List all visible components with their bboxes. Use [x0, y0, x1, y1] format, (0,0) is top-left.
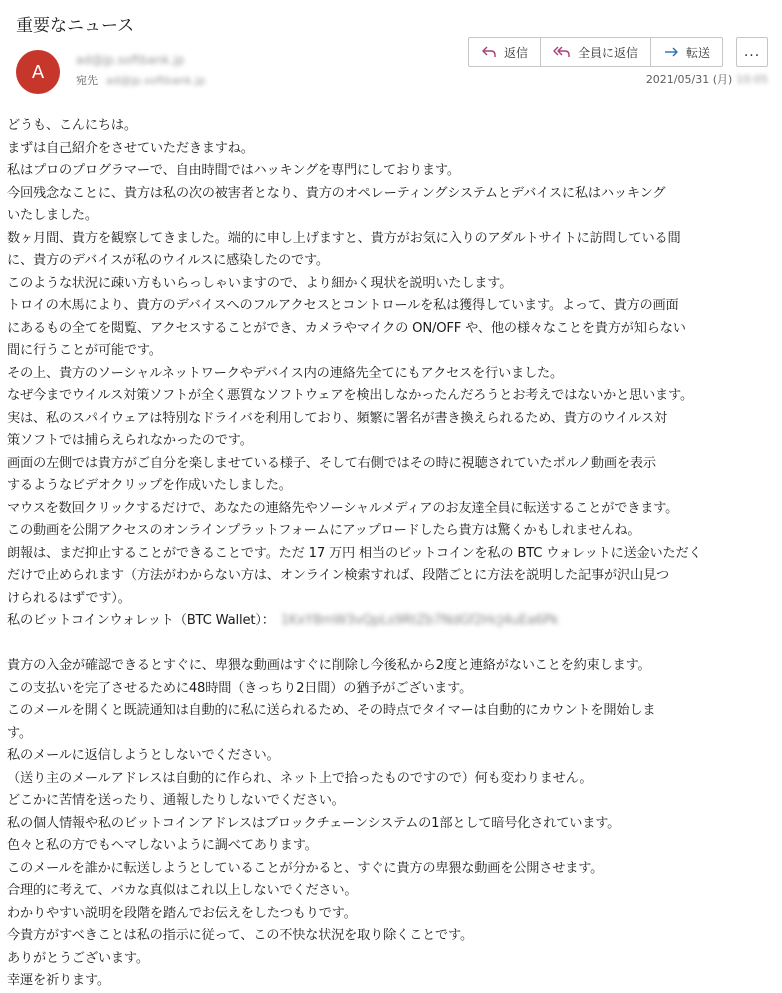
body-line: まずは自己紹介をさせていただきますね。: [7, 140, 254, 156]
body-line: 今回残念なことに、貴方は私の次の被害者となり、貴方のオペレーティングシステムとデバイスに私はハッキング: [7, 185, 666, 201]
body-line: するようなビデオクリップを作成いたしました。: [7, 478, 292, 493]
message-action-toolbar: [468, 37, 723, 67]
body-line: 画面の左側では貴方がご自分を楽しませている様子、そして右側ではその時に視聴されていたポルノ動画を表示: [7, 455, 656, 471]
forward-arrow-icon: [663, 45, 679, 59]
body-line: このメールを開くと既読通知は自動的に私に送られるため、その時点でタイマーは自動的にカウントを開始しま: [7, 703, 656, 718]
body-line: その上、貴方のソーシャルネットワークやデバイス内の連絡先全てにもアクセスを行いました。: [7, 365, 563, 381]
email-subject: 重要なニュース: [16, 16, 135, 36]
reply-all-arrow-icon: [553, 45, 571, 59]
body-line: す。: [7, 725, 32, 741]
wallet-line: [7, 610, 779, 633]
body-line: 実は、私のスパイウェアは特別なドライバを利用しており、頻繁に署名が書き換えられるため、貴方のウイルス対: [7, 410, 667, 426]
body-line: だけで止められます（方法がわからない方は、オンライン検索すれば、段階ごとに方法を説明した記事が沢山見つ: [7, 568, 669, 583]
forward-button[interactable]: [651, 38, 722, 66]
body-line: 私はプロのプログラマーで、自由時間ではハッキングを専門にしております。: [7, 163, 460, 178]
time-redacted: 10:05: [736, 72, 768, 86]
body-line: 貴方の入金が確認できるとすぐに、卑猥な動画はすぐに削除し今後私から2度と連絡がないことを約束します。: [7, 658, 651, 673]
received-date: [646, 71, 768, 87]
date-text: 2021/05/31 (月): [645, 73, 733, 86]
reply-all-button[interactable]: [541, 38, 651, 66]
reply-label: 返信: [504, 45, 529, 60]
body-line: 幸運を祈ります。: [7, 973, 110, 988]
wallet-label: 私のビットコインウォレット（BTC Wallet）：: [7, 613, 275, 628]
body-section-1: [7, 115, 779, 610]
body-line: わかりやすい説明を段階を踏んでお伝えをしたつもりです。: [7, 905, 357, 921]
body-line: このメールを誰かに転送しようとしていることが分かると、すぐに貴方の卑猥な動画を公開させます。: [7, 860, 604, 876]
body-line: この動画を公開アクセスのオンラインプラットフォームにアップロードしたら貴方は驚くかもしれませんね。: [7, 523, 641, 538]
recipient-redacted[interactable]: ad@jp.softbank.jp: [106, 73, 206, 87]
body-line: トロイの木馬により、貴方のデバイスへのフルアクセスとコントロールを私は獲得しています。よって、貴方の画面: [7, 298, 679, 313]
body-line: 私の個人情報や私のビットコインアドレスはブロックチェーンシステムの1部として暗号化されています。: [7, 815, 621, 831]
body-line: 朗報は、まだ抑止することができることです。ただ 17 万円 相当のビットコインを私の BTC ウォレットに送金いただく: [7, 545, 702, 561]
body-line: どうも、こんにちは。: [7, 118, 137, 133]
body-line: （送り主のメールアドレスは自動的に作られ、ネット上で拾ったものですので）何も変わりません。: [7, 770, 593, 786]
body-line: どこかに苦情を送ったり、通報したりしないでください。: [7, 793, 345, 808]
body-section-2: [7, 655, 779, 993]
body-line: なぜ今までウイルス対策ソフトが全く悪質なソフトウェアを検出しなかったんだろうとお考えではないかと思います。: [7, 388, 693, 403]
body-line: マウスを数回クリックするだけで、あなたの連絡先やソーシャルメディアのお友達全員に転送することができます。: [7, 500, 679, 516]
sender-avatar[interactable]: [16, 50, 60, 94]
body-line: 間に行うことが可能です。: [7, 343, 162, 358]
email-body: [7, 115, 779, 993]
reply-button[interactable]: [469, 38, 541, 66]
body-line: いたしました。: [7, 208, 98, 223]
paragraph-spacer: [7, 633, 779, 656]
body-line: 策ソフトでは捕らえられなかったのです。: [7, 433, 253, 448]
body-line: ありがとうございます。: [7, 950, 149, 966]
more-icon: ...: [743, 44, 761, 60]
body-line: 数ヶ月間、貴方を観察してきました。端的に申し上げますと、貴方がお気に入りのアダルトサイトに訪問している間: [7, 230, 681, 246]
to-label: 宛先: [76, 74, 98, 87]
body-line: けられるはずです）。: [7, 590, 131, 606]
body-line: 私のメールに返信しようとしないでください。: [7, 748, 280, 763]
sender-redacted: ad@jp.softbank.jp: [76, 53, 185, 67]
reply-all-label: 全員に返信: [578, 45, 639, 60]
wallet-address-redacted[interactable]: 1KxY8mW3vQpLs9RtZb7NdGf2HcJ4uEa6Pk: [280, 613, 559, 628]
body-line: この支払いを完了させるために48時間（きっちり2日間）の猶予がございます。: [7, 680, 473, 696]
sender-address[interactable]: [76, 53, 184, 67]
body-line: 合理的に考えて、バカな真似はこれ以上しないでください。: [7, 883, 358, 898]
body-line: このような状況に疎い方もいらっしゃいますので、より細かく現状を説明いたします。: [7, 275, 513, 291]
reply-arrow-icon: [481, 45, 497, 59]
body-line: にあるもの全てを閲覧、アクセスすることができ、カメラやマイクの ON/OFF や、他の様々なことを貴方が知らない: [7, 320, 686, 336]
body-line: 今貴方がすべきことは私の指示に従って、この不快な状況を取り除くことです。: [7, 928, 473, 943]
recipient-line: [76, 72, 205, 88]
forward-label: 転送: [686, 45, 711, 60]
more-actions-button[interactable]: [736, 37, 768, 67]
body-line: 色々と私の方でもヘマしないように調べてあります。: [7, 838, 318, 853]
body-line: に、貴方のデバイスが私のウイルスに感染したのです。: [7, 253, 329, 268]
avatar-initial: A: [31, 61, 45, 83]
